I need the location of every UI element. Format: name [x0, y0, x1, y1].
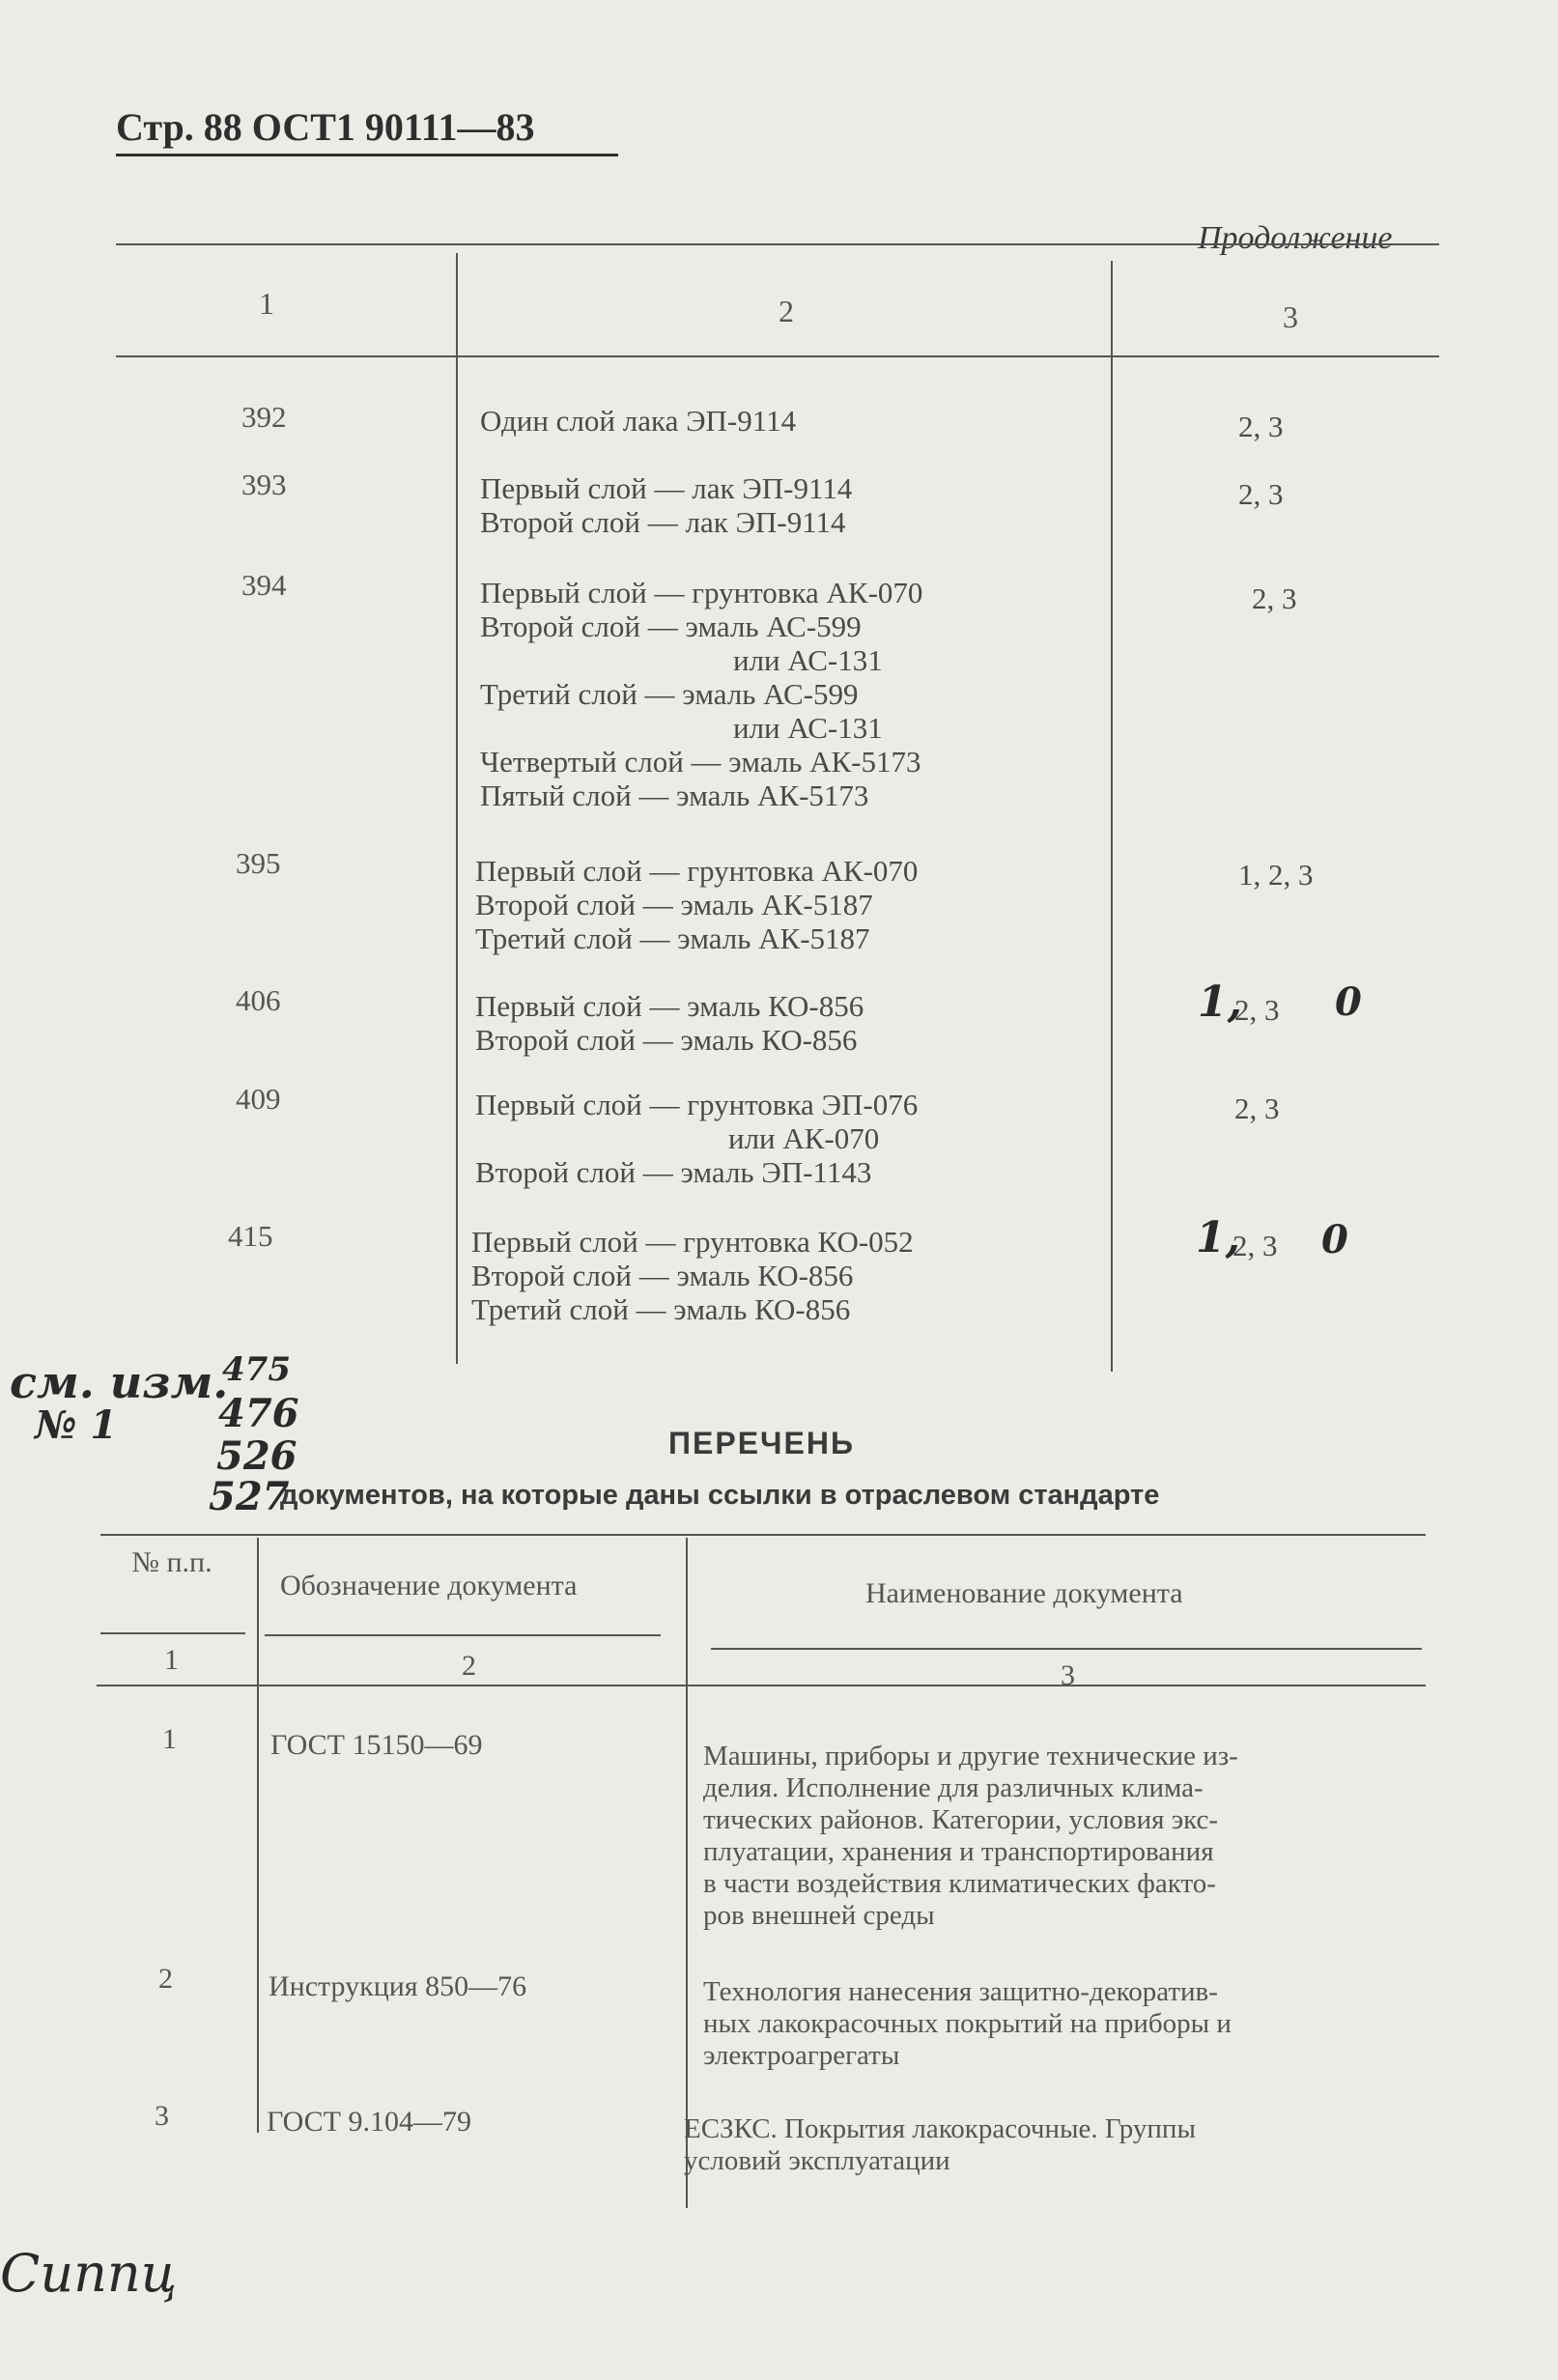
handwritten-mark: 0: [1321, 1217, 1348, 1262]
doc-name-line: плуатации, хранения и транспортирования: [703, 1836, 1214, 1867]
table2-header-rule-2: [265, 1634, 661, 1636]
coating-line: Первый слой — грунтовка АК-070: [480, 576, 923, 609]
doc-name-line: ЕСЗКС. Покрытия лакокрасочные. Группы: [684, 2113, 1196, 2144]
coating-layers: [480, 576, 922, 812]
table1-col-header-1: 1: [259, 286, 274, 321]
list-title: ПЕРЕЧЕНЬ: [668, 1426, 855, 1460]
handwritten-note-2: № 1: [35, 1402, 118, 1448]
doc-number: 1: [162, 1723, 177, 1755]
handwritten-prefix: 1,: [1198, 978, 1242, 1027]
doc-number: 2: [158, 1963, 173, 1995]
doc-number: 3: [155, 2100, 169, 2132]
applicability: 2, 3: [1238, 477, 1284, 511]
coating-line: Первый слой — грунтовка КО-052: [471, 1225, 914, 1259]
coating-line: Первый слой — грунтовка ЭП-076: [475, 1088, 919, 1121]
handwritten-signature: Сиппц: [0, 2243, 178, 2304]
coating-line: Второй слой — эмаль ЭП-1143: [475, 1155, 872, 1189]
applicability: 2, 3: [1232, 1229, 1278, 1262]
table2-header-rule-1: [100, 1632, 245, 1634]
table2-header-name: Наименование документа: [865, 1577, 1183, 1609]
doc-name-line: электроагрегаты: [703, 2040, 900, 2071]
coating-line: Второй слой — эмаль КО-856: [471, 1259, 854, 1292]
coating-line: Один слой лака ЭП-9114: [480, 404, 797, 438]
doc-designation: Инструкция 850—76: [269, 1970, 527, 2002]
handwritten-note: см. изм.: [10, 1356, 229, 1408]
handwritten-number: 527: [209, 1474, 290, 1519]
coating-line: Третий слой — эмаль АС-599: [480, 677, 859, 711]
coating-line: Четвертый слой — эмаль АК-5173: [480, 745, 921, 779]
table2-header-rule-3: [711, 1648, 1422, 1650]
applicability: 2, 3: [1234, 1091, 1280, 1125]
table2-header-number: № п.п.: [131, 1546, 212, 1578]
handwritten-number: 475: [222, 1350, 291, 1389]
row-number: 406: [236, 983, 281, 1017]
coating-line: Второй слой — эмаль АК-5187: [475, 888, 873, 921]
row-number: 393: [241, 468, 287, 501]
doc-name-line: тических районов. Категории, условия экс-: [703, 1804, 1219, 1835]
coating-line: или АК-070: [728, 1121, 880, 1155]
coating-layers: [480, 404, 796, 438]
coating-line: Второй слой — эмаль АС-599: [480, 609, 862, 643]
row-number: 394: [241, 568, 287, 602]
coating-layers: [480, 471, 852, 539]
coating-layers: [475, 989, 864, 1057]
coating-layers: [475, 1088, 918, 1189]
doc-name: [703, 1741, 1408, 1932]
doc-designation: ГОСТ 15150—69: [270, 1729, 483, 1761]
list-subtitle: документов, на которые даны ссылки в отраслевом стандарте: [280, 1480, 1160, 1511]
row-number: 392: [241, 400, 287, 434]
coating-layers: [471, 1225, 914, 1326]
table1-header-rule: [116, 355, 1439, 357]
table1-col-header-3: 3: [1283, 299, 1298, 334]
handwritten-prefix: 1,: [1196, 1213, 1240, 1262]
applicability: 2, 3: [1238, 410, 1284, 443]
continuation-label: Продолжение: [1198, 220, 1393, 256]
table2-header-designation: Обозначение документа: [280, 1570, 578, 1601]
table1-col-divider-2: [1111, 261, 1113, 1372]
page-header: Стр. 88 ОСТ1 90111—83: [116, 104, 618, 156]
table2-col-number-1: 1: [164, 1644, 179, 1676]
handwritten-number: 526: [216, 1433, 297, 1479]
coating-line: Второй слой — эмаль КО-856: [475, 1023, 858, 1057]
doc-name-line: Машины, приборы и другие технические из-: [703, 1741, 1238, 1771]
coating-line: или АС-131: [733, 643, 883, 677]
table2-top-rule: [100, 1534, 1426, 1536]
applicability: 1, 2, 3: [1238, 858, 1314, 892]
coating-line: Третий слой — эмаль КО-856: [471, 1292, 851, 1326]
doc-name-line: делия. Исполнение для различных клима-: [703, 1772, 1204, 1803]
coating-layers: [475, 854, 918, 955]
doc-name: [703, 1976, 1408, 2072]
coating-line: Второй слой — лак ЭП-9114: [480, 505, 846, 539]
coating-line: Пятый слой — эмаль АК-5173: [480, 779, 869, 812]
table1-col-divider-1: [456, 253, 458, 1364]
doc-name-line: в части воздействия климатических факто-: [703, 1868, 1216, 1899]
coating-line: Первый слой — грунтовка АК-070: [475, 854, 919, 888]
doc-name-line: условий эксплуатации: [684, 2145, 950, 2176]
table1-top-rule: [116, 243, 1439, 245]
table2-col-divider-2: [686, 1538, 688, 2208]
applicability: 2, 3: [1252, 581, 1297, 615]
doc-designation: ГОСТ 9.104—79: [267, 2106, 471, 2138]
table2-col-divider-1: [257, 1538, 259, 2133]
row-number: 395: [236, 846, 281, 880]
coating-line: Первый слой — лак ЭП-9114: [480, 471, 853, 505]
handwritten-number: 476: [218, 1391, 299, 1436]
table2-col-number-3: 3: [1061, 1659, 1075, 1691]
table2-numbers-rule: [97, 1685, 1426, 1686]
applicability: 2, 3: [1234, 993, 1280, 1027]
doc-name-line: ных лакокрасочных покрытий на приборы и: [703, 2008, 1232, 2039]
table2-col-number-2: 2: [462, 1650, 476, 1682]
handwritten-mark: 0: [1335, 979, 1362, 1025]
row-number: 415: [228, 1219, 273, 1253]
doc-name-line: Технология нанесения защитно-декоратив-: [703, 1976, 1218, 2007]
coating-line: Третий слой — эмаль АК-5187: [475, 921, 870, 955]
coating-line: или АС-131: [733, 711, 883, 745]
doc-name: [684, 2113, 1389, 2177]
table1-col-header-2: 2: [779, 294, 794, 328]
coating-line: Первый слой — эмаль КО-856: [475, 989, 864, 1023]
doc-name-line: ров внешней среды: [703, 1900, 935, 1931]
row-number: 409: [236, 1082, 281, 1116]
